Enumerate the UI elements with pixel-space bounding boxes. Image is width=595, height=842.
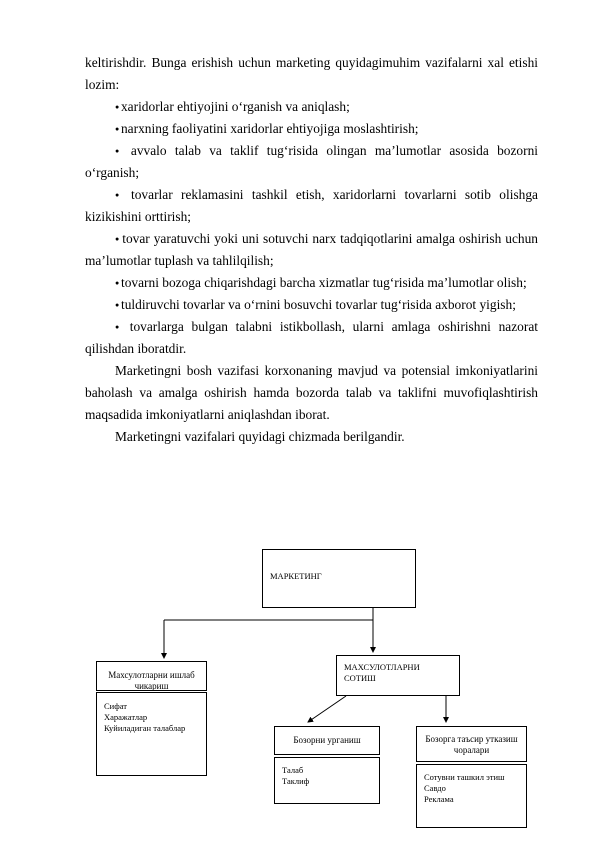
market-research-item-2: Таклиф [282,776,310,786]
production-items-box [96,692,207,776]
market-research-header-label: Бозорни урганиш [293,735,361,745]
paragraph-intro: keltirishdir. Bunga erishish uchun marketing quyidagimuhim vazifalarni xal etishi lozim: [85,55,538,92]
bullet-7: ● tuldiruvchi tovarlar va o‘rnini bosuvchi tovarlar tug‘risida axborot yigish; [85,294,538,316]
paragraph-3: Marketingni vazifalari quyidagi chizmada berilgandir. [115,429,405,444]
root-box-label: МАРКЕТИНГ [270,571,322,581]
market-influence-item-1: Сотувни ташкил этиш [424,772,505,782]
paragraph-2: Marketingni bosh vazifasi korxonaning mavjud va potensial imkoniyatlarini baholash va amalga oshirish hamda bozorda talab va taklifni muvofiqlashtirish maqsadida imkoniyatlarni aniqlashdan iborat. [85,363,538,422]
market-research-header-box [274,726,380,755]
bullet-6: ● tovarni bozoga chiqarishdagi barcha xizmatlar tug‘risida ma’lumotlar olish; [85,272,538,294]
bullet-1: ● xaridorlar ehtiyojini o‘rganish va aniqlash; [85,96,538,118]
market-influence-header-box [416,726,527,762]
bullet-3: ● avvalo talab va taklif tug‘risida olingan ma’lumotlar asosida bozorni o‘rganish; [85,140,538,184]
market-influence-header-label: Бозорга таъсир утказиш чоралари [425,734,518,755]
production-header-label: Махсулотларни ишлаб чикариш [108,670,195,691]
market-influence-item-3: Реклама [424,794,454,804]
production-item-2: Харажатлар [104,712,148,722]
bullet-4: ● tovarlar reklamasini tashkil etish, xaridorlarni tovarlarni sotib olishga kizikishini orttirish; [85,184,538,228]
market-research-items-box [274,757,380,804]
bullet-2: ● narxning faoliyatini xaridorlar ehtiyojiga moslashtirish; [85,118,538,140]
production-item-3: Куйиладиган талаблар [104,723,186,733]
production-header-box [96,661,207,691]
root-box-marketing [262,549,416,608]
sales-header-box [336,655,460,696]
bullet-5: ● tovar yaratuvchi yoki uni sotuvchi narx tadqiqotlarini amalga oshirish uchun ma’lumotlar tuplash va tahlilqilish; [85,228,538,272]
market-influence-items-box [416,764,527,828]
body-text [85,52,538,448]
market-research-item-1: Талаб [282,765,304,775]
arrow-to-market-research [308,696,346,722]
production-item-1: Сифат [104,701,127,711]
market-influence-item-2: Савдо [424,783,446,793]
sales-header-label: МАХСУЛОТЛАРНИ СОТИШ [344,662,420,683]
bullet-8: ● tovarlarga bulgan talabni istikbollash, ularni amlaga oshirishni nazorat qilishdan iboratdir. [85,316,538,360]
